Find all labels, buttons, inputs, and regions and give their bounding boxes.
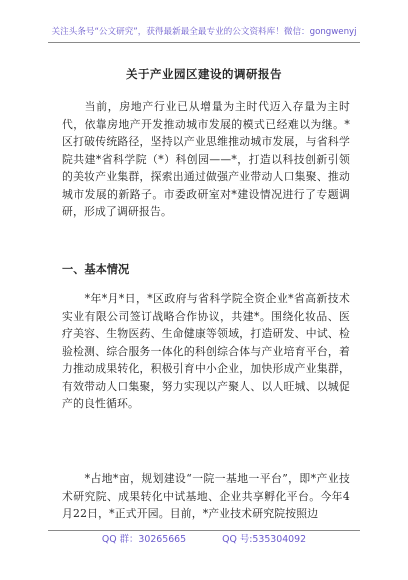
- footer-qq-group: QQ 群：30265665: [101, 534, 187, 545]
- paragraph-planning: *占地*亩，规划建设“一院一基地一平台”，即*产业技术研究院、成果转化中试基地、企业共享孵化平台。今年4月22日，*正式开园。目前，*产业技术研究院按照边: [62, 472, 350, 520]
- paragraph-agreement: *年*月*日，*区政府与省科学院全资企业*省高新技术实业有限公司签订战略合作协议，共建*。围绕化妆品、医疗美容、生物医药、生命健康等领域，打造研发、中试、检验检测、综合服务一体化的科创综合体与产业培育平台，着力推动成果转化，积极引育中小企业，加快形成产业集群，有效带动人口集聚，努力实现以产聚人、以人旺城、以城促产的良性循环。: [62, 292, 350, 410]
- header-wechat-label: 微信：: [283, 27, 310, 37]
- footer-contact: [0, 534, 408, 546]
- paragraph-intro: 当前，房地产行业已从增量为主时代迈入存量为主时代，依靠房地产开发推动城市发展的模式已经难以为继。*区打破传统路径，坚持以产业思维推动城市发展，与省科学院共建*省科学院（*）科创园——*，打造以科技创新引领的美妆产业集群，探索出通过做强产业带动人口集聚、推动城市发展的新路子。市委政研室对*建设情况进行了专题调研，形成了调研报告。: [62, 100, 350, 218]
- header-wechat-id: gongwenyj: [309, 27, 357, 37]
- header-banner: [0, 26, 408, 38]
- footer-divider: [48, 530, 360, 531]
- section-heading-basic-situation: 一、基本情况: [62, 262, 130, 276]
- header-promo-text: 关注头条号“公文研究”，获得最新最全最专业的公文资料库！: [51, 27, 284, 37]
- footer-qq-number: QQ 号:535304092: [222, 534, 307, 545]
- header-divider: [48, 42, 360, 43]
- document-title: 关于产业园区建设的调研报告: [126, 67, 282, 81]
